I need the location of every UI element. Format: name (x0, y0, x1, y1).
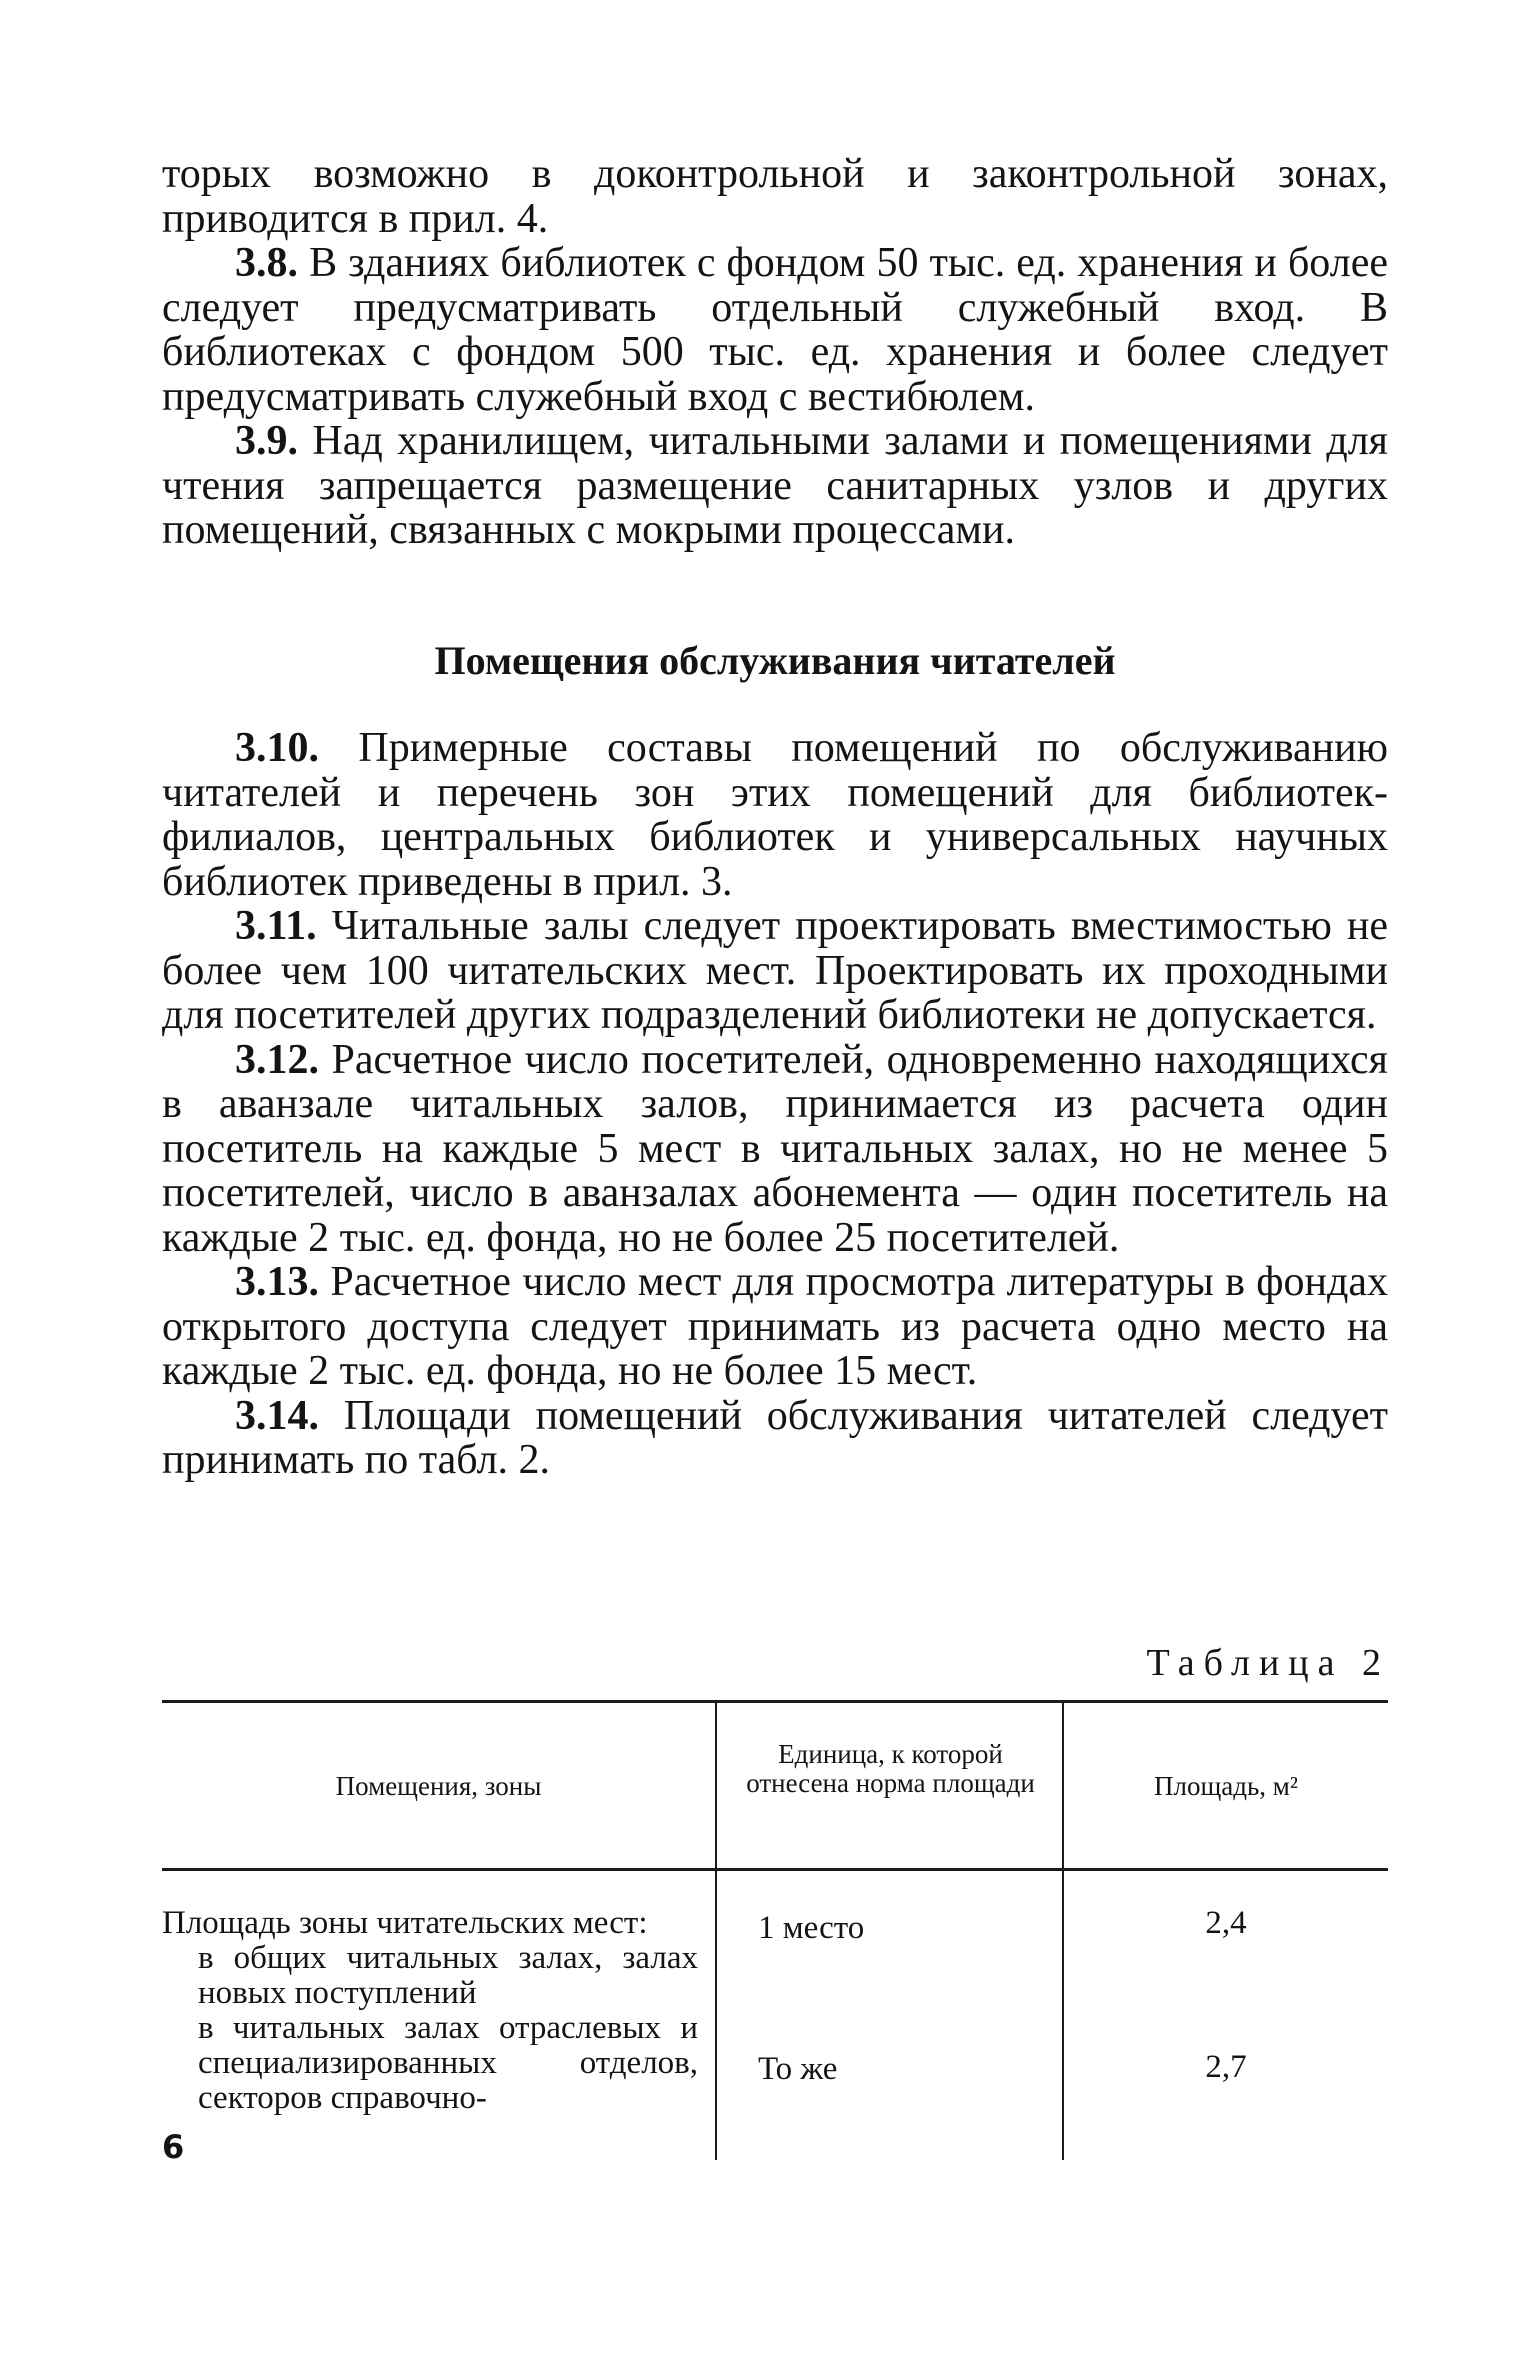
paragraph-text: Над хранилищем, читальными залами и помещениями для чтения запрещается размещение санитарных узлов и других помещений, связанных с мокрыми процессами. (162, 418, 1388, 553)
section-text-block (162, 726, 1388, 1483)
paragraph-text: В зданиях библиотек с фондом 50 тыс. ед. хранения и более следует предусматривать отдельный служебный вход. В библиотеках с фондом 500 тыс. ед. хранения и более следует предусматривать служебный вход с вестибюлем. (162, 240, 1388, 420)
paragraph-3-9 (162, 419, 1388, 553)
paragraph-3-8 (162, 241, 1388, 419)
table-top-rule (162, 1700, 1388, 1703)
table-cell-zones (162, 1906, 698, 2116)
paragraph-3-12 (162, 1038, 1388, 1261)
table-cell-area-row2: 2,7 (1205, 2049, 1247, 2085)
table-header-unit: Единица, к которой отнесена норма площади (746, 1739, 1035, 1798)
section-heading: Помещения обслуживания читателей (434, 638, 1116, 683)
table-cell-unit-row2: То же (758, 2051, 838, 2087)
paragraph-text: Расчетное число мест для просмотра литературы в фондах открытого доступа следует принимать из расчета одно место на каждые 2 тыс. ед. фонда, но не более 15 мест. (162, 1259, 1388, 1394)
paragraph-number: 3.14. (235, 1392, 319, 1439)
table-row-subzone: в общих читальных залах, залах новых поступлений (198, 1940, 698, 2011)
paragraph-text: Примерные составы помещений по обслуживанию читателей и перечень зон этих помещений для библиотек-филиалов, центральных библиотек и универсальных научных библиотек приведены в прил. 3. (162, 725, 1388, 905)
table-row-zone: Площадь зоны читательских мест: (162, 1905, 648, 1941)
continuation-paragraph: торых возможно в доконтрольной и законтрольной зонах, приводится в прил. 4. (162, 151, 1388, 242)
paragraph-number: 3.11. (235, 903, 317, 949)
paragraph-text: Читальные залы следует проектировать вместимостью не более чем 100 читательских мест. Проектировать их проходными для посетителей других подразделений библиотеки не допускается. (162, 903, 1388, 1038)
page-number: 6 (162, 2128, 185, 2166)
paragraph-3-10 (162, 726, 1388, 904)
paragraph-3-11 (162, 904, 1388, 1038)
paragraph-3-14 (162, 1394, 1388, 1483)
table-row-subzone: в читальных залах отраслевых и специализированных отделов, секторов справочно- (198, 2010, 698, 2116)
paragraph-number: 3.10. (235, 725, 319, 771)
paragraph-number: 3.13. (235, 1259, 319, 1305)
table-cell-area-row1: 2,4 (1205, 1905, 1247, 1941)
paragraph-3-13 (162, 1260, 1388, 1394)
top-text-block (162, 152, 1388, 553)
table-column-divider-1 (715, 1703, 717, 2160)
paragraph-number: 3.9. (235, 418, 298, 464)
paragraph-text: Площади помещений обслуживания читателей следует принимать по табл. 2. (162, 1392, 1388, 1483)
table-header-area: Площадь, м² (1154, 1771, 1298, 1801)
table-header-rule (162, 1868, 1388, 1871)
paragraph-text: Расчетное число посетителей, одновременно находящихся в аванзале читальных залов, принимается из расчета один посетитель на каждые 5 мест в читальных залах, но не менее 5 посетителей, число в аванзалах абонемента — один посетитель на каждые 2 тыс. ед. фонда, но не более 25 посетителей. (162, 1036, 1388, 1261)
table-cell-unit-row1: 1 место (758, 1910, 865, 1946)
paragraph-number: 3.12. (235, 1036, 319, 1083)
paragraph-number: 3.8. (235, 240, 298, 286)
table-caption: Таблица 2 (1146, 1642, 1390, 1684)
table-header-rooms: Помещения, зоны (335, 1771, 542, 1801)
